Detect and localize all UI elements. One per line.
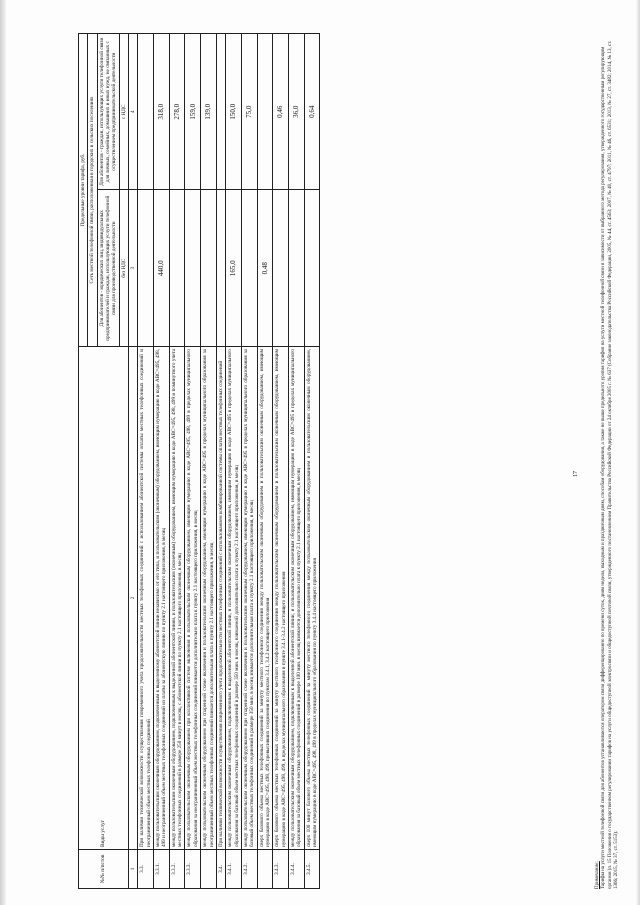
scan-shadow-right: [636, 0, 640, 905]
tariff-table: [78, 33, 320, 889]
row-number: 3.4.2.: [241, 850, 257, 889]
row-value-no-vat: [273, 190, 289, 347]
col-index-1: 1: [129, 850, 138, 889]
row-value-with-vat: 36,0: [288, 34, 304, 191]
row-value-no-vat: [201, 190, 217, 347]
col-header-citizens: Для абонентов - граждан, использующих услуги телефонной связи для личных, семейных, домашних и иных нужд, не связанных с осуществлением предпринимательской деятельности: [97, 34, 119, 191]
row-value-no-vat: [216, 190, 225, 347]
row-value-no-vat: [304, 190, 320, 347]
row-value-with-vat: 139,0: [201, 34, 217, 191]
row-value-no-vat: [241, 190, 257, 347]
table-row: [288, 34, 304, 889]
row-value-with-vat: 0,46: [273, 34, 289, 191]
row-number: 3.4.5.: [304, 850, 320, 889]
row-number: 3.3.2.: [169, 850, 185, 889]
row-number: 3.3.1.: [154, 850, 170, 889]
table-row: [226, 34, 242, 889]
row-service-text: между пользовательским оконечным оборудованием, подключенным к выделенной абонентской линии, и пользовательским оконечным оборудованием, имеющим нумерацию в коде АВС=495 в пределах муниципального образования за базовый объем местных телефонных соединений в размере 100 мин. в месяц взимается дополнительно плата к пункту 2.1 настоящего приложения, в месяц: [288, 347, 304, 850]
row-number: 3.3.: [138, 850, 154, 889]
col-header-number: №№ п/пcтов: [79, 850, 129, 889]
row-number: 3.3.3.: [185, 850, 201, 889]
row-number: [257, 850, 273, 889]
row-number: 3.4.3.: [273, 850, 289, 889]
row-value-with-vat: 159,0: [185, 34, 201, 191]
row-service-text: между пользовательским оконечным оборудованием при спаренной схеме включения и пользовательским оконечным оборудованием, имеющим нумерацию в коде АВС=495 в пределах муниципального образования за неограниченный объем местных телефонных соединений взимается дополнительная плата к пункту 2.1 настоящего приложения, в месяц: [201, 347, 217, 850]
row-value-no-vat: [138, 190, 154, 347]
notes-title: Примечание:: [595, 861, 600, 889]
table-row: [169, 34, 185, 889]
row-value-no-vat: [288, 190, 304, 347]
col-index-3: 3: [129, 190, 138, 347]
table-row: [304, 34, 320, 889]
row-value-no-vat: 165,0: [226, 190, 242, 347]
scan-shadow-left: [0, 0, 6, 905]
row-value-no-vat: 440,0: [154, 190, 170, 347]
row-value-no-vat: [169, 190, 185, 347]
table-row: [241, 34, 257, 889]
row-number: [201, 850, 217, 889]
col-index-4: 4: [129, 34, 138, 191]
table-body: [138, 34, 320, 889]
row-number: 3.4.1.: [226, 850, 242, 889]
row-service-text: между пользовательским оконечным оборудованием при коллективной системе включения и пользовательским оконечным оборудованием, имеющим нумерацию в коде АВС=495, 498, 499 в пределах муниципального образования за неограниченный объем местных телефонных соединений взимается дополнительно плата к пункту 2.1 настоящего приложения, в месяц: [185, 347, 201, 850]
row-number: 3.4.4.: [288, 850, 304, 889]
row-value-no-vat: 0,48: [257, 190, 273, 347]
section-row: [138, 34, 154, 889]
row-value-with-vat: 75,0: [241, 34, 257, 191]
notes-text: Тарифы на услуги местной телефонной связи для абонентов устанавливаются оператором связи дифференцированно по времени суток, дням недели, выходным и праздничным дням, способам оборудования, а также не выше предельного уровня тарифов на услуги местной телефонной связи в зависимости от выбранного метода регулирования, утвержденного государственным регулирующим органом (п. 15 Положения о государственном регулировании тарифов на услуги общедоступной электросвязи и общедоступной почтовой связи, утвержденного постановлением Правительства Российской Федерации от 24 октября 2005 г. № 637 (Собрание законодательства Российской Федерации, 2005, № 44, ст. 4563; 2007, № 40, ст. 4797; 2011, № 46, ст. 6531; 2013, № 27, ст. 3482; 2014, № 13, ст. 1366; 2015, № 37, ст. 5153).: [601, 40, 619, 889]
table-row: [201, 34, 217, 889]
row-number: 3.4.: [216, 850, 225, 889]
col-header-no-vat: без НДС: [119, 190, 128, 347]
row-service-text: между пользовательским оконечным оборудованием, подключенным к выделенному абонентской линии независимо от его типа, и пользовательским (оконечным) оборудованием, имеющим нумерацию в коде АВС=495, 498, 499 и неограниченный объем местных телефонных соединений из платы за абонентскую линию по пункту 2.1 настоящего приложения, в месяц: [154, 347, 170, 850]
row-value-with-vat: 0,64: [304, 34, 320, 191]
row-value-with-vat: [257, 34, 273, 191]
notes-block: [595, 33, 620, 889]
row-service-text: сверх базового объема местных телефонных соединений за минуту местного телефонного соединения между пользовательским оконечным оборудованием и пользовательским оконечным оборудованием, имеющим нумерацию в коде АВС=495, 498, 499, превысивших соединения по пунктам 3.4.1, 3.4.2 настоящего приложения: [257, 347, 273, 850]
table-row: [154, 34, 170, 889]
row-service-text: между пользовательским оконечным оборудованием при спаренной схеме включения и пользовательским оконечным оборудованием, имеющим нумерацию в коде АВС=495 в пределах муниципального образования за базовый объем местных телефонных соединений в размере 350 мин. в месяц взимается дополнительная плата к пункту 2.1 настоящего приложения, в месяц: [241, 347, 257, 850]
col-header-tariff-group: Предельные уровни тарифа, руб.: [79, 34, 88, 347]
col-header-network: Сеть местной телефонной связи, расположенная в городских и сельских поселениях: [88, 34, 97, 347]
row-value-with-vat: 318,0: [154, 34, 170, 191]
rotated-content: [8, 17, 632, 897]
row-value-no-vat: [185, 190, 201, 347]
row-service-text: сверх базового объема местных телефонных соединений за минуту местного телефонного соединения между пользовательским оконечным оборудованием и пользовательским оконечным оборудованием, имеющим нумерацию в коде АВС=495, 498, 499, в пределах муниципального образования в пункте 3.4.1-3.4.2 настоящего приложения: [273, 347, 289, 850]
row-service-text: между пользовательским оконечным оборудованием, подключенным к выделенной абонентской линии, и пользовательским (оконечным) оборудованием, имеющим нумерацию в коде АВС=495, 498, 499 и поминутного учета местных телефонных соединений в размере 250 минут в месяц, с абонентской линии по пункту 2.1 настоящего приложения, в месяц: [169, 347, 185, 850]
table-row: [185, 34, 201, 889]
col-index-2: 2: [129, 347, 138, 850]
table-row: [257, 34, 273, 889]
table-row: [273, 34, 289, 889]
row-value-with-vat: [138, 34, 154, 191]
row-value-with-vat: [216, 34, 225, 191]
row-service-text: При наличии технической возможности осуществления повременного учета продолжительности местных телефонных соединений с использованием абонентской системы оплаты местных телефонных соединений и неограниченный объем местных телефонных соединений: [138, 347, 154, 850]
row-service-text: При наличии технической возможности осуществления повременного учета продолжительности местных телефонных соединений с использованием комбинированной системы оплаты местных телефонных соединений: [216, 347, 225, 850]
col-header-with-vat: с НДС: [119, 34, 128, 191]
col-header-services: Виды услуг: [79, 347, 129, 850]
col-header-legal-entities: Для абонентов - юридических лиц, индивидуальных предпринимателей и граждан, использующих услуги телефонной связи для производственной деятельности: [97, 190, 119, 347]
row-service-text: сверх 100 минут базового объема местных телефонных соединений за минуту местного телефонного соединения между пользовательским оконечным оборудованием и пользовательским оконечным оборудованием, имеющим нумерацию в коде АВС=495, 498, 499 в пределах муниципального образования по пункту 3.4.4 настоящего приложения: [304, 347, 320, 850]
row-service-text: между пользовательским оконечным оборудованием, подключенным к выделенной абонентской линии, и пользовательским оконечным оборудованием, имеющим нумерацию в коде АВС=495 в пределах муниципального образования за базовый объем местных телефонных соединений в размере 350 мин. в месяц, взимаемой дополнительно плата к пункту 2.1 настоящего приложения, в месяц: [226, 347, 242, 850]
page-number: 17: [573, 471, 579, 477]
row-value-with-vat: 278,0: [169, 34, 185, 191]
section-row: [216, 34, 225, 889]
row-value-with-vat: 150,0: [226, 34, 242, 191]
